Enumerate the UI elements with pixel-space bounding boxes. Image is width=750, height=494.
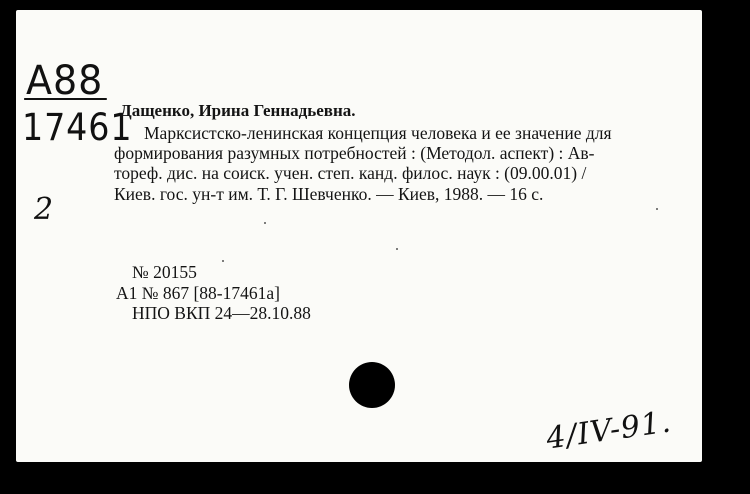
description-line-3: тореф. дис. на соиск. учен. степ. канд. филос. наук : (09.00.01) / (114, 163, 587, 183)
accession-number: № 20155 (132, 262, 197, 282)
catalog-card (16, 10, 702, 462)
punch-hole (349, 362, 395, 408)
speck (222, 260, 224, 262)
shelf-mark-top: А88 (26, 58, 104, 104)
npo-record-line: НПО ВКП 24—28.10.88 (132, 303, 311, 323)
shelf-mark-bottom: 17461 (22, 106, 133, 149)
description-line-4: Киев. гос. ун-т им. Т. Г. Шевченко. — Киев, 1988. — 16 с. (114, 184, 544, 204)
a1-record-line: А1 № 867 [88-17461а] (116, 283, 280, 303)
speck (656, 208, 658, 210)
speck (264, 222, 266, 224)
handwritten-date: 4/IV-91. (544, 404, 674, 457)
author-heading: Дащенко, Ирина Геннадьевна. (120, 101, 356, 120)
shelf-mark-side: 2 (34, 192, 55, 227)
description-line-1: Марксистско-ленинская концепция человека и ее значение для (144, 123, 612, 143)
description-line-2: формирования разумных потребностей : (Методол. аспект) : Ав- (114, 143, 595, 163)
speck (396, 248, 398, 250)
